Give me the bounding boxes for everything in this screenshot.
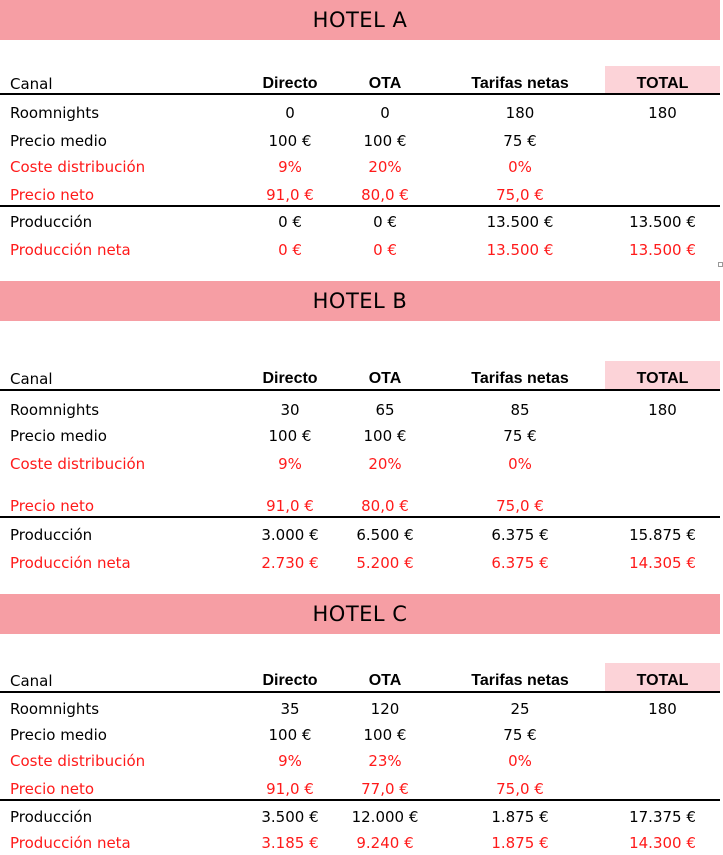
col-directo: Directo bbox=[262, 370, 318, 387]
hotel-b-title: HOTEL B bbox=[0, 281, 720, 321]
cell-tarifas: 75 € bbox=[503, 726, 537, 744]
cell-ota: 12.000 € bbox=[351, 808, 419, 826]
cell-tarifas: 25 bbox=[510, 700, 530, 718]
row-precio-medio bbox=[0, 424, 720, 448]
row-precio-neto bbox=[0, 183, 720, 207]
cell-ota: 80,0 € bbox=[361, 186, 409, 204]
cell-directo: 3.500 € bbox=[261, 808, 319, 826]
divider bbox=[0, 93, 720, 95]
row-label: Producción bbox=[10, 213, 93, 231]
cell-tarifas: 85 bbox=[510, 401, 530, 419]
cell-tarifas: 0% bbox=[508, 455, 532, 473]
cell-tarifas: 6.375 € bbox=[491, 526, 549, 544]
cell-tarifas: 75 € bbox=[503, 427, 537, 445]
col-directo: Directo bbox=[262, 672, 318, 689]
row-precio-neto bbox=[0, 494, 720, 518]
cell-tarifas: 1.875 € bbox=[491, 808, 549, 826]
cell-ota: 9.240 € bbox=[356, 834, 414, 852]
cell-ota: 100 € bbox=[363, 427, 407, 445]
cell-total: 180 bbox=[648, 700, 677, 718]
resize-handle-icon[interactable] bbox=[718, 262, 723, 267]
cell-tarifas: 1.875 € bbox=[491, 834, 549, 852]
row-produccion-neta bbox=[0, 551, 720, 575]
row-label: Precio neto bbox=[10, 497, 95, 515]
cell-tarifas: 75,0 € bbox=[496, 186, 544, 204]
cell-directo: 35 bbox=[280, 700, 300, 718]
row-produccion-neta bbox=[0, 238, 720, 262]
cell-total: 13.500 € bbox=[629, 241, 696, 259]
col-tarifas: Tarifas netas bbox=[471, 672, 569, 689]
cell-directo: 91,0 € bbox=[266, 780, 314, 798]
cell-ota: 100 € bbox=[363, 726, 407, 744]
col-canal: Canal bbox=[10, 672, 53, 690]
row-coste-distribucion bbox=[0, 155, 720, 179]
cell-ota: 0 € bbox=[373, 241, 397, 259]
row-coste-distribucion bbox=[0, 749, 720, 773]
col-directo: Directo bbox=[262, 75, 318, 92]
cell-directo: 3.185 € bbox=[261, 834, 319, 852]
row-label: Roomnights bbox=[10, 104, 100, 122]
cell-directo: 100 € bbox=[268, 132, 312, 150]
cell-total: 14.300 € bbox=[629, 834, 696, 852]
col-canal: Canal bbox=[10, 75, 53, 93]
cell-total: 180 bbox=[648, 401, 677, 419]
header-row bbox=[0, 367, 720, 391]
cell-directo: 100 € bbox=[268, 726, 312, 744]
row-label: Precio neto bbox=[10, 186, 95, 204]
divider bbox=[0, 691, 720, 693]
cell-tarifas: 180 bbox=[505, 104, 535, 122]
hotel-a-title: HOTEL A bbox=[0, 0, 720, 40]
cell-directo: 30 bbox=[280, 401, 300, 419]
cell-directo: 3.000 € bbox=[261, 526, 319, 544]
row-label: Coste distribución bbox=[10, 455, 146, 473]
row-label: Producción neta bbox=[10, 834, 131, 852]
divider bbox=[0, 205, 720, 207]
cell-ota: 6.500 € bbox=[356, 526, 414, 544]
col-tarifas: Tarifas netas bbox=[471, 75, 569, 92]
cell-tarifas: 0% bbox=[508, 752, 532, 770]
cell-ota: 80,0 € bbox=[361, 497, 409, 515]
col-ota: OTA bbox=[368, 370, 402, 387]
cell-directo: 0 bbox=[285, 104, 295, 122]
col-ota: OTA bbox=[368, 672, 402, 689]
row-label: Roomnights bbox=[10, 401, 100, 419]
row-label: Producción neta bbox=[10, 554, 131, 572]
row-label: Coste distribución bbox=[10, 158, 146, 176]
row-label: Producción bbox=[10, 526, 93, 544]
col-total: TOTAL bbox=[636, 75, 689, 92]
row-precio-neto bbox=[0, 777, 720, 801]
col-total: TOTAL bbox=[636, 370, 689, 387]
cell-ota: 0 bbox=[380, 104, 390, 122]
col-ota: OTA bbox=[368, 75, 402, 92]
cell-tarifas: 13.500 € bbox=[486, 213, 554, 231]
divider bbox=[0, 389, 720, 391]
cell-ota: 120 bbox=[370, 700, 400, 718]
cell-ota: 20% bbox=[368, 455, 402, 473]
row-coste-distribucion bbox=[0, 452, 720, 476]
cell-total: 15.875 € bbox=[629, 526, 696, 544]
divider bbox=[0, 516, 720, 518]
cell-directo: 100 € bbox=[268, 427, 312, 445]
row-produccion bbox=[0, 210, 720, 234]
row-label: Precio medio bbox=[10, 132, 107, 150]
cell-tarifas: 0% bbox=[508, 158, 532, 176]
cell-directo: 91,0 € bbox=[266, 497, 314, 515]
row-precio-medio bbox=[0, 723, 720, 747]
cell-tarifas: 6.375 € bbox=[491, 554, 549, 572]
row-label: Producción bbox=[10, 808, 93, 826]
cell-tarifas: 13.500 € bbox=[486, 241, 554, 259]
row-label: Roomnights bbox=[10, 700, 100, 718]
col-total: TOTAL bbox=[636, 672, 689, 689]
cell-directo: 9% bbox=[278, 158, 302, 176]
row-produccion-neta bbox=[0, 831, 720, 855]
row-produccion bbox=[0, 805, 720, 829]
row-label: Precio neto bbox=[10, 780, 95, 798]
row-produccion bbox=[0, 523, 720, 547]
row-roomnights bbox=[0, 697, 720, 721]
divider bbox=[0, 799, 720, 801]
cell-total: 14.305 € bbox=[629, 554, 696, 572]
cell-ota: 20% bbox=[368, 158, 402, 176]
cell-ota: 0 € bbox=[373, 213, 397, 231]
cell-total: 13.500 € bbox=[629, 213, 696, 231]
row-label: Producción neta bbox=[10, 241, 131, 259]
row-precio-medio bbox=[0, 129, 720, 153]
cell-ota: 77,0 € bbox=[361, 780, 409, 798]
cell-ota: 100 € bbox=[363, 132, 407, 150]
cell-tarifas: 75 € bbox=[503, 132, 537, 150]
cell-total: 17.375 € bbox=[629, 808, 696, 826]
cell-directo: 9% bbox=[278, 752, 302, 770]
cell-ota: 23% bbox=[368, 752, 402, 770]
cell-ota: 65 bbox=[375, 401, 395, 419]
cell-ota: 5.200 € bbox=[356, 554, 414, 572]
cell-directo: 0 € bbox=[278, 213, 302, 231]
col-tarifas: Tarifas netas bbox=[471, 370, 569, 387]
cell-directo: 9% bbox=[278, 455, 302, 473]
row-roomnights bbox=[0, 101, 720, 125]
cell-directo: 0 € bbox=[278, 241, 302, 259]
col-canal: Canal bbox=[10, 370, 53, 388]
row-label: Coste distribución bbox=[10, 752, 146, 770]
hotel-c-title: HOTEL C bbox=[0, 594, 720, 634]
row-roomnights bbox=[0, 398, 720, 422]
cell-total: 180 bbox=[648, 104, 677, 122]
cell-directo: 91,0 € bbox=[266, 186, 314, 204]
row-label: Precio medio bbox=[10, 427, 107, 445]
cell-tarifas: 75,0 € bbox=[496, 780, 544, 798]
cell-directo: 2.730 € bbox=[261, 554, 319, 572]
cell-tarifas: 75,0 € bbox=[496, 497, 544, 515]
header-row bbox=[0, 669, 720, 693]
row-label: Precio medio bbox=[10, 726, 107, 744]
